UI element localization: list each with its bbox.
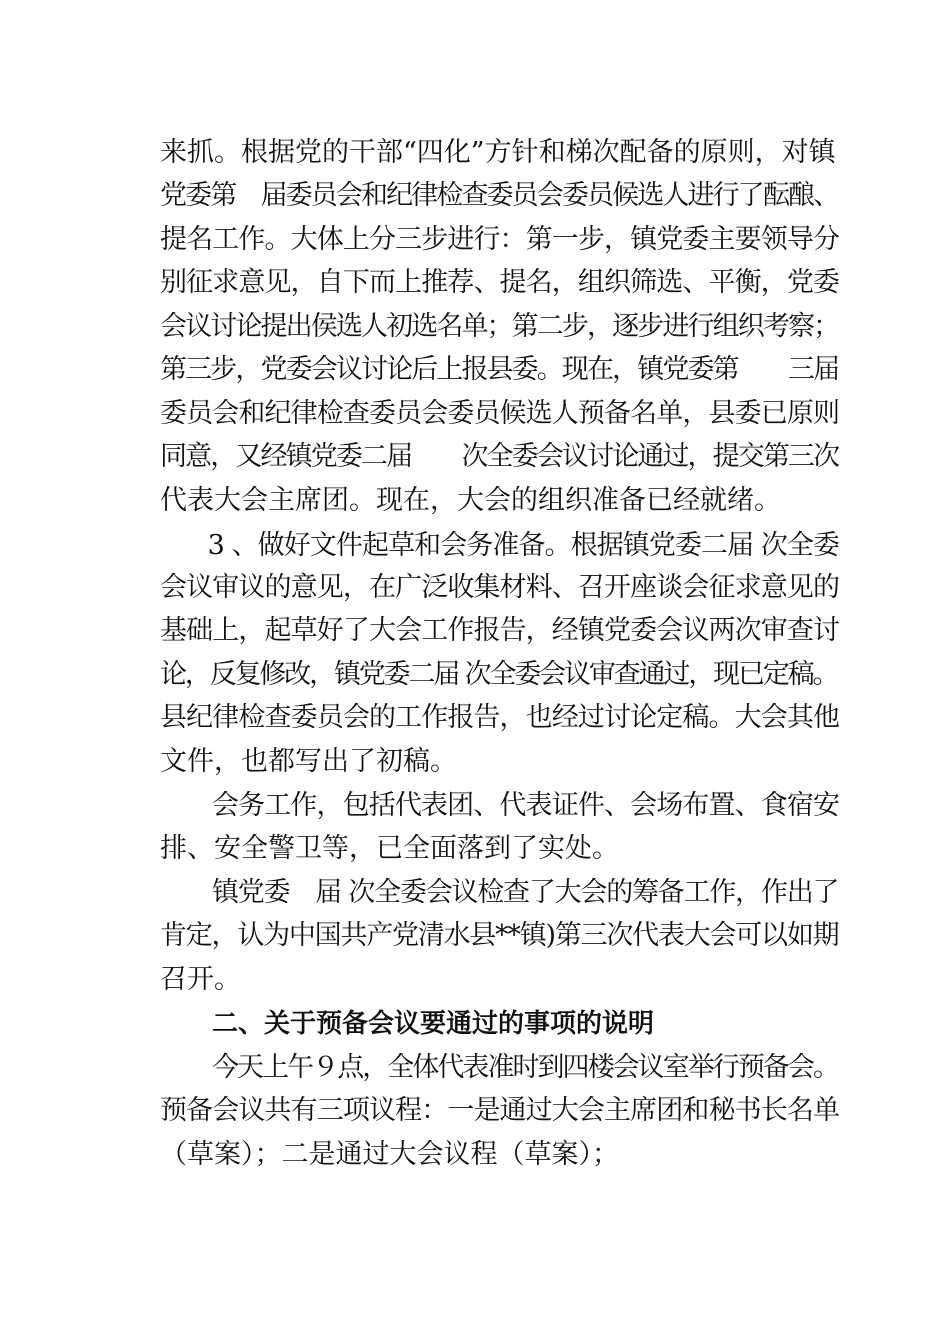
text-line: （草案）；二是通过大会议程（草案）； [160,1139,619,1170]
text-line: 代表大会主席团。现在，大会的组织准备已经就绪。 [160,485,781,516]
text-line: 同意，又经镇党委二届 次全委会议讨论通过，提交第三次 [160,441,839,472]
text-line: 召开。 [160,964,241,995]
text-line: 会议审议的意见，在广泛收集材料、召开座谈会征求意见的 [160,572,840,603]
text-line: 第三步，党委会议讨论后上报县委。现在，镇党委第 三届 [160,354,839,385]
text-line: 委员会和纪律检查委员会委员候选人预备名单，县委已原则 [160,398,840,429]
text-line: 论，反复修改，镇党委二届 次全委会议审查通过，现已定稿。 [160,659,838,690]
text-line: 会议讨论提出侯选人初选名单；第二步，逐步进行组织考察； [160,311,839,342]
text-line: 县纪律检查委员会的工作报告，也经过讨论定稿。大会其他 [160,702,840,733]
text-line: 提名工作。大体上分三步进行：第一步，镇党委主要领导分 [160,224,840,255]
text-line: 文件，也都写出了初稿。 [160,746,457,777]
text-line: 排、安全警卫等，已全面落到了实处。 [160,833,619,864]
text-line: 肯定，认为中国共产党清水县**镇)第三次代表大会可以如期 [160,920,839,951]
text-line: 今天上午９点，全体代表准时到四楼会议室举行预备会。 [212,1052,838,1083]
text-line: 基础上，起草好了大会工作报告，经镇党委会议两次审查讨 [160,615,840,646]
text-line: 3 、做好文件起草和会务准备。根据镇党委二届 次全委 [200,530,840,561]
text-line: 党委第 届委员会和纪律检查委员会委员候选人进行了酝酿、 [160,180,839,211]
text-line: 镇党委 届 次全委会议检查了大会的筹备工作，作出了 [212,877,839,908]
text-line: 别征求意见，自下而上推荐、提名，组织筛选、平衡，党委 [160,267,840,298]
text-line: 会务工作，包括代表团、代表证件、会场布置、食宿安 [212,790,840,821]
text-line: 预备会议共有三项议程：一是通过大会主席团和秘书长名单 [160,1095,840,1126]
text-line: 来抓。根据党的干部“四化”方针和梯次配备的原则，对镇 [160,137,836,168]
section-heading: 二、关于预备会议要通过的事项的说明 [212,1009,655,1039]
